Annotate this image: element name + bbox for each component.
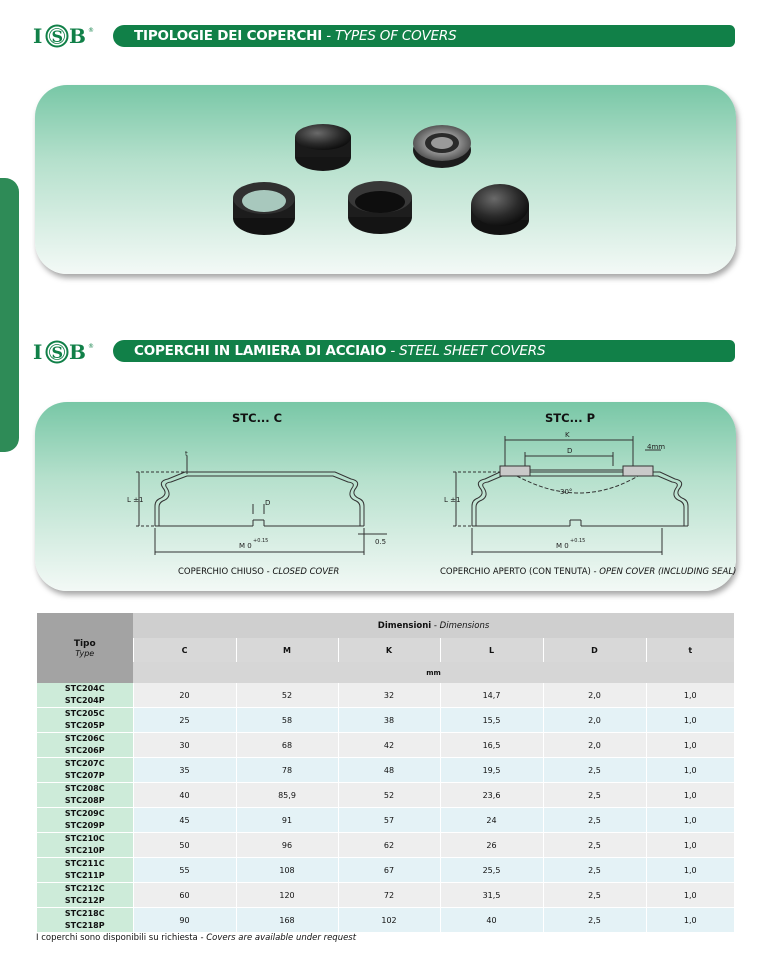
cell-k: 72 (338, 883, 440, 908)
closed-label-t: t (185, 450, 188, 458)
cell-m: 85,9 (236, 783, 338, 808)
type-code: STC212P (64, 896, 105, 905)
table-row (37, 883, 734, 908)
cell-l: 16,5 (440, 733, 543, 758)
cell-m: 91 (236, 808, 338, 833)
cell-l: 15,5 (440, 708, 543, 733)
type-code: STC206P (64, 746, 105, 755)
closed-label-gap: 0.5 (375, 538, 387, 546)
type-code: STC205C (64, 709, 105, 718)
table-row (37, 733, 734, 758)
table-row (37, 808, 734, 833)
type-code: STC207P (64, 771, 105, 780)
svg-text:I: I (33, 24, 43, 48)
cell-m: 168 (236, 908, 338, 933)
open-label-K: K (565, 431, 570, 439)
open-label-M: M 0 (556, 542, 569, 550)
cell-k: 62 (338, 833, 440, 858)
type-code: STC209C (64, 809, 105, 818)
type-code: STC206C (64, 734, 105, 743)
table-row (37, 783, 734, 808)
open-label-tol: +0.15 (570, 538, 586, 544)
dimensions-table (37, 613, 734, 933)
col-header-l: L (440, 638, 543, 662)
column-header-row (37, 638, 734, 662)
tipo-cell (37, 883, 133, 908)
svg-text:B: B (69, 340, 86, 364)
cell-l: 23,6 (440, 783, 543, 808)
col-header-c: C (133, 638, 236, 662)
col-header-t: t (646, 638, 734, 662)
type-code: STC207C (64, 759, 105, 768)
cell-k: 38 (338, 708, 440, 733)
cell-t: 1,0 (646, 708, 734, 733)
type-code: STC210C (64, 834, 105, 843)
closed-label-L: L ±1 (127, 496, 144, 504)
svg-text:S: S (51, 27, 64, 46)
cell-d: 2,5 (543, 858, 646, 883)
type-code: STC211P (64, 871, 105, 880)
cell-l: 19,5 (440, 758, 543, 783)
technical-drawings (35, 402, 736, 591)
cell-m: 96 (236, 833, 338, 858)
section1-title-it: TIPOLOGIE DEI COPERCHI (134, 28, 323, 44)
type-code: STC208P (64, 796, 105, 805)
cell-c: 25 (133, 708, 236, 733)
cell-k: 67 (338, 858, 440, 883)
cell-d: 2,5 (543, 883, 646, 908)
cell-l: 14,7 (440, 683, 543, 708)
cell-k: 57 (338, 808, 440, 833)
cell-t: 1,0 (646, 683, 734, 708)
cell-c: 40 (133, 783, 236, 808)
cell-k: 42 (338, 733, 440, 758)
cell-d: 2,5 (543, 783, 646, 808)
cell-t: 1,0 (646, 833, 734, 858)
cell-c: 50 (133, 833, 236, 858)
table-row (37, 708, 734, 733)
table-row (37, 833, 734, 858)
open-label-L: L ±1 (444, 496, 461, 504)
open-label-D: D (567, 447, 573, 455)
closed-cover-dome-photo (471, 184, 529, 235)
svg-text:B: B (69, 24, 86, 48)
cell-c: 60 (133, 883, 236, 908)
tipo-cell (37, 858, 133, 883)
table-row (37, 908, 734, 933)
cell-t: 1,0 (646, 858, 734, 883)
cell-c: 90 (133, 908, 236, 933)
cell-m: 78 (236, 758, 338, 783)
col-header-m: M (236, 638, 338, 662)
isb-logo-2 (33, 340, 99, 364)
col-header-d: D (543, 638, 646, 662)
cell-c: 45 (133, 808, 236, 833)
table-row (37, 858, 734, 883)
covers-photo-panel (35, 85, 736, 274)
open-cover-drawing-title: STC... P (545, 411, 596, 425)
cell-d: 2,5 (543, 808, 646, 833)
cell-k: 52 (338, 783, 440, 808)
cell-l: 24 (440, 808, 543, 833)
cell-t: 1,0 (646, 883, 734, 908)
cell-c: 55 (133, 858, 236, 883)
tipo-cell (37, 758, 133, 783)
cell-c: 35 (133, 758, 236, 783)
isb-logo (33, 24, 99, 48)
cell-t: 1,0 (646, 808, 734, 833)
unit-row (37, 662, 734, 683)
cell-m: 58 (236, 708, 338, 733)
cell-d: 2,5 (543, 758, 646, 783)
section1-title-en: TYPES OF COVERS (334, 28, 457, 44)
closed-cover-caption: COPERCHIO CHIUSO - CLOSED COVER (178, 567, 340, 577)
type-code: STC208C (64, 784, 105, 793)
closed-cover-top-photo (295, 124, 351, 171)
type-code: STC210P (64, 846, 105, 855)
cell-k: 32 (338, 683, 440, 708)
col-header-k: K (338, 638, 440, 662)
tipo-cell (37, 683, 133, 708)
table-row (37, 683, 734, 708)
cell-d: 2,0 (543, 683, 646, 708)
closed-label-tol: +0.15 (253, 538, 269, 544)
svg-text:®: ® (88, 343, 94, 350)
tipo-cell (37, 808, 133, 833)
type-code: STC212C (64, 884, 105, 893)
cell-m: 52 (236, 683, 338, 708)
closed-label-D: D (265, 499, 271, 507)
open-cover-ring-photo (233, 182, 295, 235)
type-code: STC218C (64, 909, 105, 918)
tipo-cell (37, 783, 133, 808)
cell-d: 2,5 (543, 833, 646, 858)
table-row (37, 758, 734, 783)
type-code: STC205P (64, 721, 105, 730)
tipo-header: Tipo Type (37, 613, 133, 683)
cell-c: 30 (133, 733, 236, 758)
footnote: I coperchi sono disponibili su richiesta - Covers are available under request (36, 933, 357, 943)
cell-d: 2,5 (543, 908, 646, 933)
cell-t: 1,0 (646, 783, 734, 808)
cell-l: 40 (440, 908, 543, 933)
svg-text:®: ® (88, 27, 94, 34)
open-cover-caption: COPERCHIO APERTO (CON TENUTA) - OPEN COVER (INCLUDING SEAL) (440, 567, 737, 577)
type-code: STC204P (64, 696, 105, 705)
cell-m: 68 (236, 733, 338, 758)
tipo-cell (37, 833, 133, 858)
type-code: STC209P (64, 821, 105, 830)
cell-l: 26 (440, 833, 543, 858)
svg-text:I: I (33, 340, 43, 364)
closed-label-M: M 0 (239, 542, 252, 550)
cell-l: 31,5 (440, 883, 543, 908)
side-tab (0, 178, 19, 452)
svg-text:S: S (51, 343, 64, 362)
tipo-cell (37, 908, 133, 933)
cell-d: 2,0 (543, 733, 646, 758)
cell-m: 108 (236, 858, 338, 883)
cell-m: 120 (236, 883, 338, 908)
section-title-steel-sheet-covers: COPERCHI IN LAMIERA DI ACCIAIO - STEEL SHEET COVERS (113, 340, 735, 362)
open-label-angle: 30° (560, 488, 573, 496)
dimensioni-header: Dimensioni - Dimensions (133, 613, 734, 638)
open-label-4mm: 4mm (647, 443, 666, 451)
section2-title-it: COPERCHI IN LAMIERA DI ACCIAIO (134, 343, 387, 359)
cell-k: 48 (338, 758, 440, 783)
cell-l: 25,5 (440, 858, 543, 883)
tipo-cell (37, 708, 133, 733)
unit-label: mm (133, 662, 734, 683)
cell-t: 1,0 (646, 758, 734, 783)
tipo-cell (37, 733, 133, 758)
cell-t: 1,0 (646, 733, 734, 758)
cell-t: 1,0 (646, 908, 734, 933)
drawings-panel (35, 402, 736, 591)
cell-c: 20 (133, 683, 236, 708)
open-cover-seal-photo (413, 125, 471, 168)
section2-title-en: STEEL SHEET COVERS (399, 343, 546, 359)
closed-cover-inside-photo (348, 181, 412, 234)
type-code: STC218P (64, 921, 105, 930)
covers-photo (35, 85, 736, 274)
closed-cover-drawing-title: STC... C (232, 411, 283, 425)
cell-k: 102 (338, 908, 440, 933)
section-title-types-of-covers: TIPOLOGIE DEI COPERCHI - TYPES OF COVERS (113, 25, 735, 47)
type-code: STC204C (64, 684, 105, 693)
type-code: STC211C (64, 859, 105, 868)
cell-d: 2,0 (543, 708, 646, 733)
